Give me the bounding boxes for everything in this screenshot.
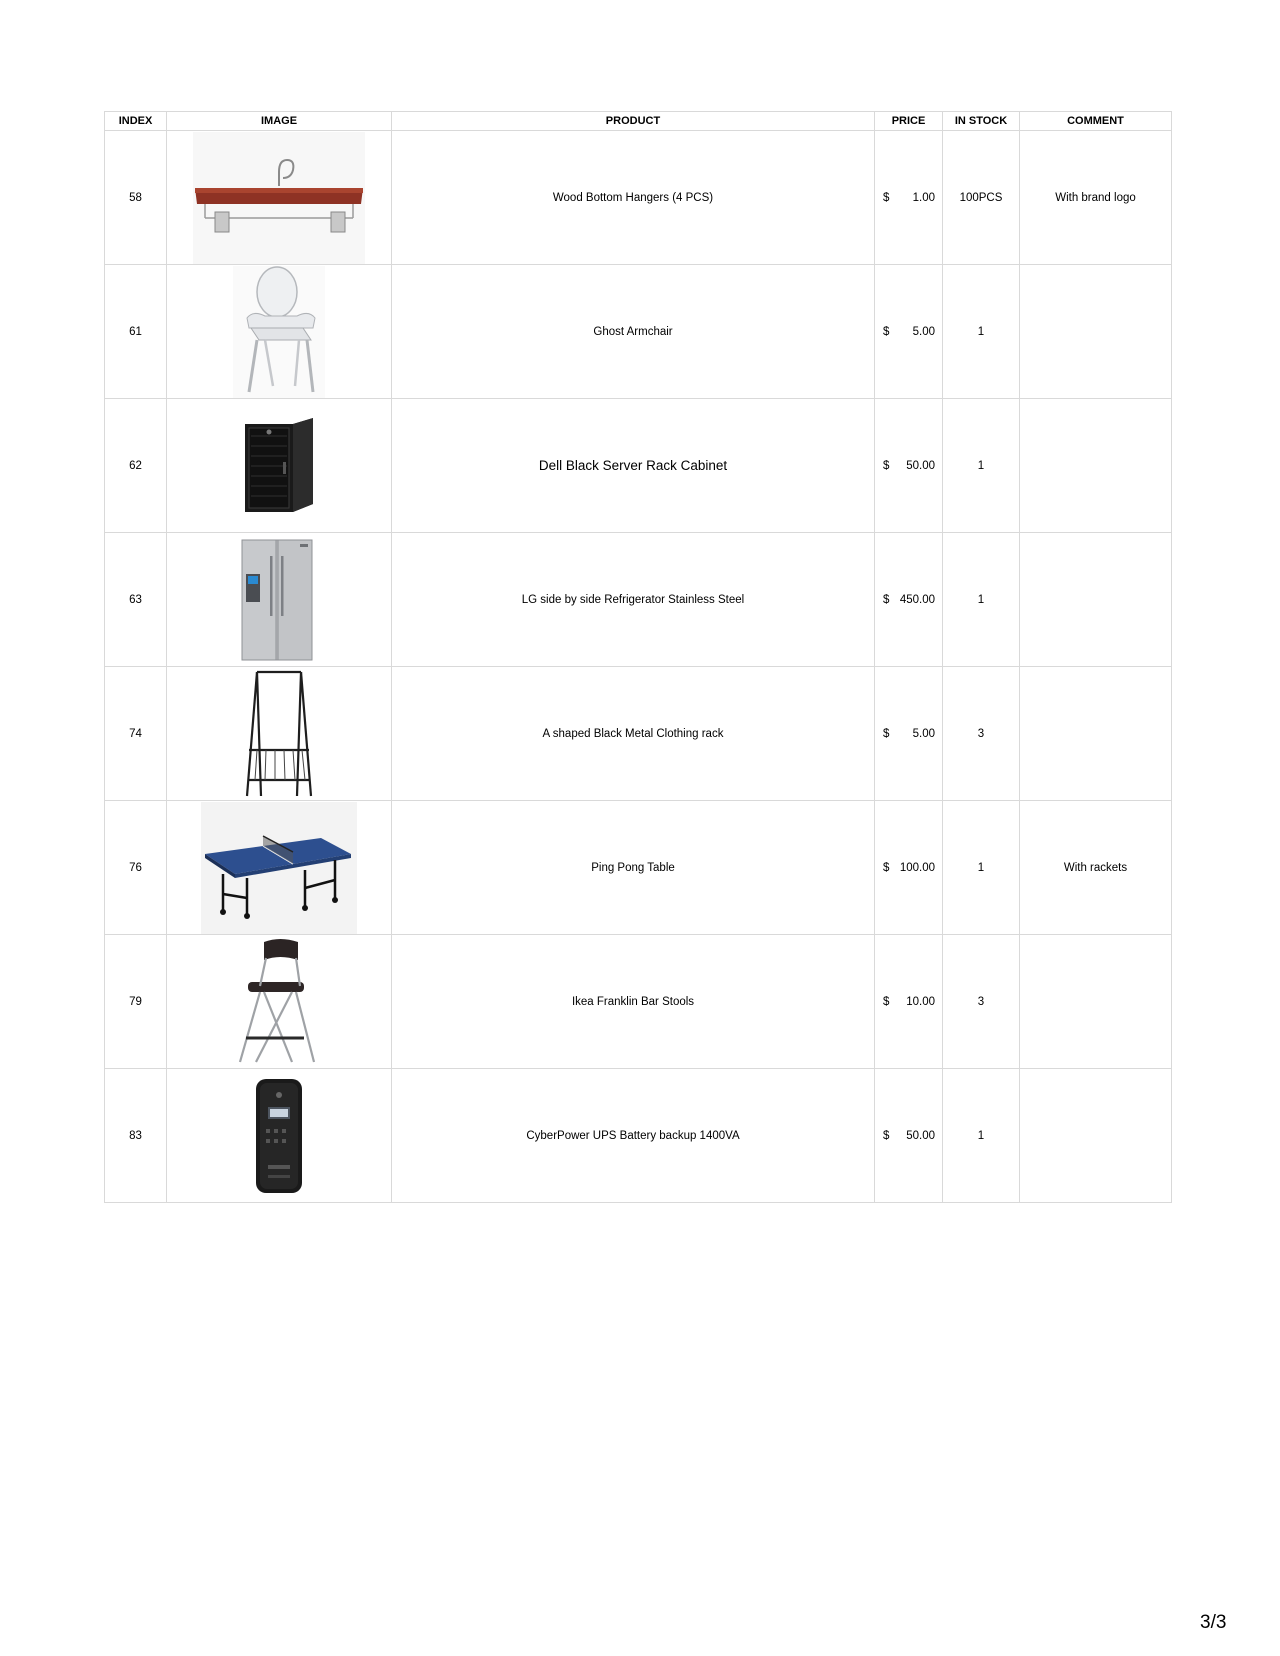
comment-cell <box>1020 533 1172 667</box>
comment-cell <box>1020 265 1172 399</box>
product-cell: Ping Pong Table <box>392 801 875 935</box>
price-cell <box>875 399 943 533</box>
index-cell: 76 <box>105 801 167 935</box>
header-comment: COMMENT <box>1020 112 1172 131</box>
index-cell: 74 <box>105 667 167 801</box>
server-rack-icon <box>241 416 317 516</box>
hanger-icon <box>193 132 365 264</box>
price-value: 5.00 <box>912 325 935 338</box>
image-cell <box>167 667 392 801</box>
table-row <box>105 801 1172 935</box>
table-header-row <box>105 112 1172 131</box>
in-stock-cell: 1 <box>943 399 1020 533</box>
comment-cell <box>1020 1069 1172 1203</box>
table-row <box>105 265 1172 399</box>
index-cell: 63 <box>105 533 167 667</box>
price-value: 10.00 <box>906 995 935 1008</box>
product-cell: LG side by side Refrigerator Stainless Steel <box>392 533 875 667</box>
refrigerator-icon <box>238 536 320 664</box>
price-cell <box>875 131 943 265</box>
price-value: 100.00 <box>899 861 935 874</box>
image-cell <box>167 1069 392 1203</box>
index-cell: 61 <box>105 265 167 399</box>
image-cell <box>167 131 392 265</box>
bar-stool-icon <box>234 936 324 1068</box>
in-stock-cell: 1 <box>943 265 1020 399</box>
price-cell <box>875 265 943 399</box>
price-cell <box>875 1069 943 1203</box>
price-value: 5.00 <box>912 727 935 740</box>
currency-symbol: $ <box>883 727 890 740</box>
clothing-rack-icon <box>243 668 315 800</box>
table-row <box>105 131 1172 265</box>
price-value: 450.00 <box>899 593 935 606</box>
image-cell <box>167 801 392 935</box>
comment-cell <box>1020 935 1172 1069</box>
price-cell <box>875 533 943 667</box>
header-price: PRICE <box>875 112 943 131</box>
product-cell: Ghost Armchair <box>392 265 875 399</box>
index-cell: 83 <box>105 1069 167 1203</box>
index-cell: 62 <box>105 399 167 533</box>
product-cell: Wood Bottom Hangers (4 PCS) <box>392 131 875 265</box>
table-row <box>105 935 1172 1069</box>
currency-symbol: $ <box>883 995 890 1008</box>
price-cell <box>875 935 943 1069</box>
comment-cell: With rackets <box>1020 801 1172 935</box>
table-row <box>105 1069 1172 1203</box>
header-in-stock: IN STOCK <box>943 112 1020 131</box>
in-stock-cell: 3 <box>943 935 1020 1069</box>
price-cell <box>875 667 943 801</box>
product-cell: A shaped Black Metal Clothing rack <box>392 667 875 801</box>
image-cell <box>167 533 392 667</box>
index-cell: 58 <box>105 131 167 265</box>
table-row <box>105 399 1172 533</box>
price-value: 50.00 <box>906 459 935 472</box>
currency-symbol: $ <box>883 459 890 472</box>
comment-cell <box>1020 399 1172 533</box>
header-image: IMAGE <box>167 112 392 131</box>
price-value: 50.00 <box>906 1129 935 1142</box>
in-stock-cell: 3 <box>943 667 1020 801</box>
price-cell <box>875 801 943 935</box>
in-stock-cell: 1 <box>943 533 1020 667</box>
ghost-chair-icon <box>233 266 325 398</box>
currency-symbol: $ <box>883 861 890 874</box>
comment-cell: With brand logo <box>1020 131 1172 265</box>
currency-symbol: $ <box>883 1129 890 1142</box>
image-cell <box>167 935 392 1069</box>
ping-pong-table-icon <box>201 802 357 934</box>
index-cell: 79 <box>105 935 167 1069</box>
table-row <box>105 667 1172 801</box>
ups-battery-icon <box>254 1077 304 1195</box>
price-value: 1.00 <box>912 191 935 204</box>
in-stock-cell: 1 <box>943 1069 1020 1203</box>
header-index: INDEX <box>105 112 167 131</box>
product-cell: Ikea Franklin Bar Stools <box>392 935 875 1069</box>
currency-symbol: $ <box>883 325 890 338</box>
image-cell <box>167 265 392 399</box>
in-stock-cell: 1 <box>943 801 1020 935</box>
image-cell <box>167 399 392 533</box>
header-product: PRODUCT <box>392 112 875 131</box>
table-row <box>105 533 1172 667</box>
inventory-table <box>104 111 1172 1203</box>
page-number: 3/3 <box>1200 1612 1227 1633</box>
product-cell: Dell Black Server Rack Cabinet <box>392 399 875 533</box>
currency-symbol: $ <box>883 593 890 606</box>
comment-cell <box>1020 667 1172 801</box>
currency-symbol: $ <box>883 191 890 204</box>
in-stock-cell: 100PCS <box>943 131 1020 265</box>
product-cell: CyberPower UPS Battery backup 1400VA <box>392 1069 875 1203</box>
